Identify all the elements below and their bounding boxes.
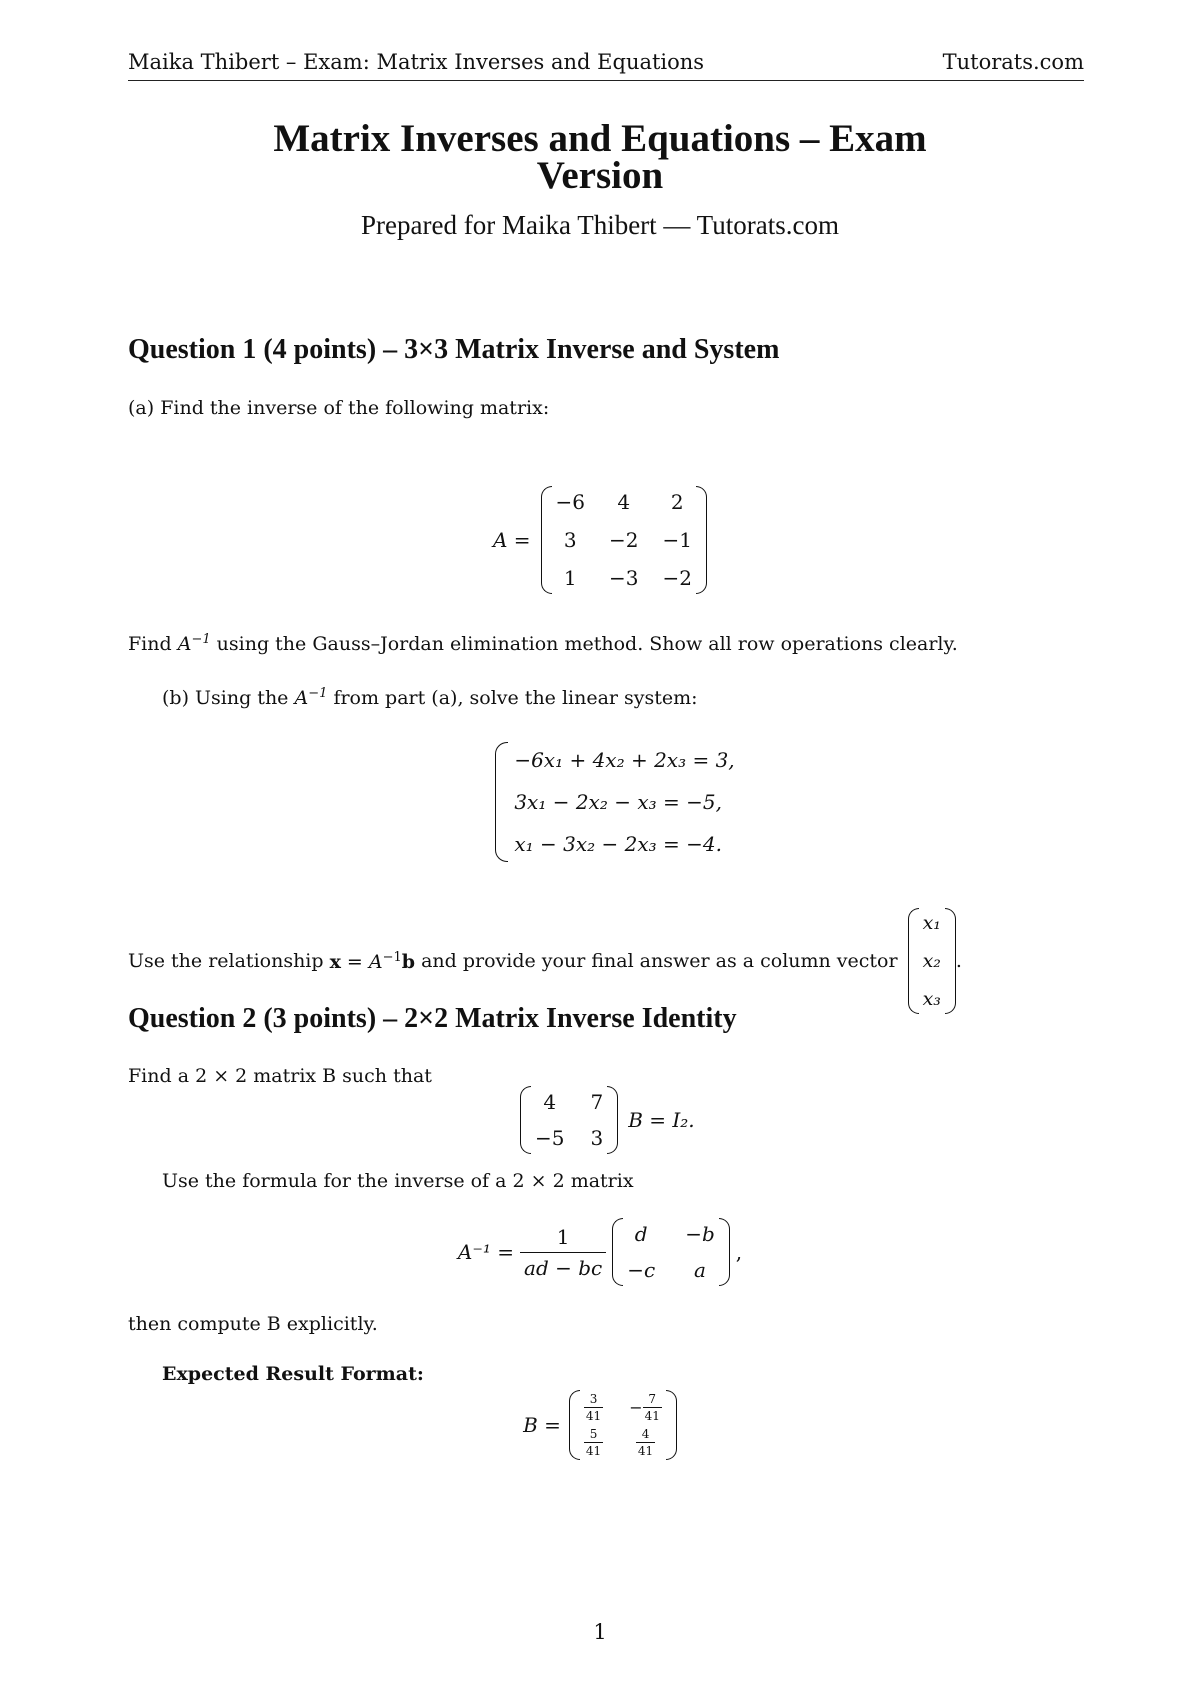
a-inverse-symbol: $A^{-1}$ <box>177 632 211 655</box>
result-cell: $\frac{3}{41}$ <box>585 1392 602 1423</box>
q1-linear-system <box>495 742 734 862</box>
relationship-post: and provide your final answer as a column vector <box>421 950 898 972</box>
result-cell: − $\frac{7}{41}$ <box>629 1392 660 1423</box>
formula-numerator: 1 <box>556 1224 570 1249</box>
matrix-cell: 3 <box>590 1126 604 1150</box>
part-b-post: from part (a), solve the linear system: <box>333 687 698 709</box>
right-paren <box>607 1086 618 1154</box>
q1-part-b <box>162 686 698 709</box>
q1-instruction <box>128 632 958 655</box>
formula-denominator: ad − bc <box>520 1252 606 1280</box>
vector-cell: x₂ <box>922 950 941 972</box>
matrix-cell: −2 <box>609 528 639 552</box>
matrix-cell: 3 <box>563 528 577 552</box>
left-brace <box>495 742 508 862</box>
formula-lhs: A⁻¹ = <box>457 1240 515 1264</box>
q1-part-a: (a) Find the inverse of the following matrix: <box>128 397 550 419</box>
q2-expected-label: Expected Result Format: <box>162 1363 424 1385</box>
matrix-cell: −1 <box>662 528 692 552</box>
right-paren <box>666 1390 677 1460</box>
result-label: B = <box>523 1413 561 1437</box>
title-line-1: Matrix Inverses and Equations – Exam <box>273 117 927 160</box>
system-eq-2: 3x₁ − 2x₂ − x₃ = −5, <box>514 790 722 814</box>
q1-answer-vector <box>908 908 956 1014</box>
q2-matrix-grid <box>531 1086 607 1154</box>
relationship-formula: $x = A^{-1}b$ <box>329 949 416 973</box>
system-eq-3: x₁ − 3x₂ − 2x₃ = −4. <box>514 832 722 856</box>
left-paren <box>520 1086 531 1154</box>
matrix-cell: 4 <box>617 490 631 514</box>
q2-find-text: Find a 2 × 2 matrix B such that <box>128 1065 432 1087</box>
matrix-cell: −2 <box>662 566 692 590</box>
matrix-cell: 7 <box>590 1090 604 1114</box>
q2-matrix <box>520 1086 618 1154</box>
right-paren <box>945 908 956 1014</box>
document-subtitle: Prepared for Maika Thibert — Tutorats.com <box>361 210 839 240</box>
q2-heading: Question 2 (3 points) – 2×2 Matrix Inverse Identity <box>128 1003 737 1034</box>
matrix-cell: 4 <box>543 1090 557 1114</box>
instruction-pre: Find <box>128 633 172 655</box>
right-paren <box>696 486 707 594</box>
matrix-cell: −6 <box>555 490 586 514</box>
right-paren <box>719 1218 730 1286</box>
page-number: 1 <box>593 1620 607 1644</box>
formula-matrix <box>612 1218 730 1286</box>
header-site: Tutorats.com <box>942 50 1084 74</box>
header-title: Maika Thibert – Exam: Matrix Inverses and Equations <box>128 50 705 74</box>
q2-then-text: then compute B explicitly. <box>128 1313 378 1335</box>
matrix-cell: d <box>634 1222 648 1246</box>
left-paren <box>908 908 919 1014</box>
instruction-post: using the Gauss–Jordan elimination method. Show all row operations clearly. <box>216 633 958 655</box>
q1-matrix-block <box>0 486 1200 594</box>
q1-heading: Question 1 (4 points) – 3×3 Matrix Inverse and System <box>128 334 780 365</box>
result-matrix-grid <box>580 1390 666 1460</box>
q1-matrix-grid <box>552 486 696 594</box>
formula-fraction <box>520 1225 606 1280</box>
system-lines <box>514 742 734 862</box>
vector-cell: x₁ <box>922 912 941 934</box>
matrix-cell: a <box>694 1258 706 1282</box>
q1-matrix <box>541 486 707 594</box>
part-b-pre: (b) Using the <box>162 687 289 709</box>
matrix-cell: −b <box>685 1222 715 1246</box>
system-eq-1: −6x₁ + 4x₂ + 2x₃ = 3, <box>514 748 735 772</box>
formula-matrix-grid <box>623 1218 719 1286</box>
matrix-cell: −c <box>627 1258 656 1282</box>
q2-formula-intro: Use the formula for the inverse of a 2 × 2 matrix <box>162 1170 634 1192</box>
result-cell: $\frac{5}{41}$ <box>585 1427 602 1458</box>
vector-cell: x₃ <box>922 988 941 1010</box>
matrix-cell: 2 <box>670 490 684 514</box>
result-cell: $\frac{4}{41}$ <box>637 1427 654 1458</box>
a-inverse-symbol: $A^{-1}$ <box>294 686 328 709</box>
q1-system-block <box>0 742 1200 862</box>
running-header <box>128 50 1084 81</box>
q2-result-block <box>0 1390 1200 1460</box>
result-matrix <box>569 1390 677 1460</box>
q1-matrix-label: A = <box>492 528 531 552</box>
title-line-2: Version <box>536 154 664 197</box>
q1-relationship: Use the relationship $x = A^{-1}b$ and provide your final answer as a column vector x₁ x₂ x₃ . <box>128 908 962 1014</box>
matrix-cell: −5 <box>535 1126 565 1150</box>
matrix-cell: −3 <box>609 566 639 590</box>
matrix-cell: 1 <box>563 566 577 590</box>
left-paren <box>612 1218 623 1286</box>
q2-equation <box>520 1086 695 1154</box>
q2-formula-block: A⁻¹ = $\frac{1}{ad - bc}$ d −b −c a , <box>0 1218 1200 1286</box>
vector-grid <box>919 908 945 1014</box>
relationship-pre: Use the relationship <box>128 950 324 972</box>
document-title <box>0 117 1200 197</box>
left-paren <box>541 486 552 594</box>
left-paren <box>569 1390 580 1460</box>
q2-equation-rhs: B = I₂. <box>628 1108 695 1132</box>
